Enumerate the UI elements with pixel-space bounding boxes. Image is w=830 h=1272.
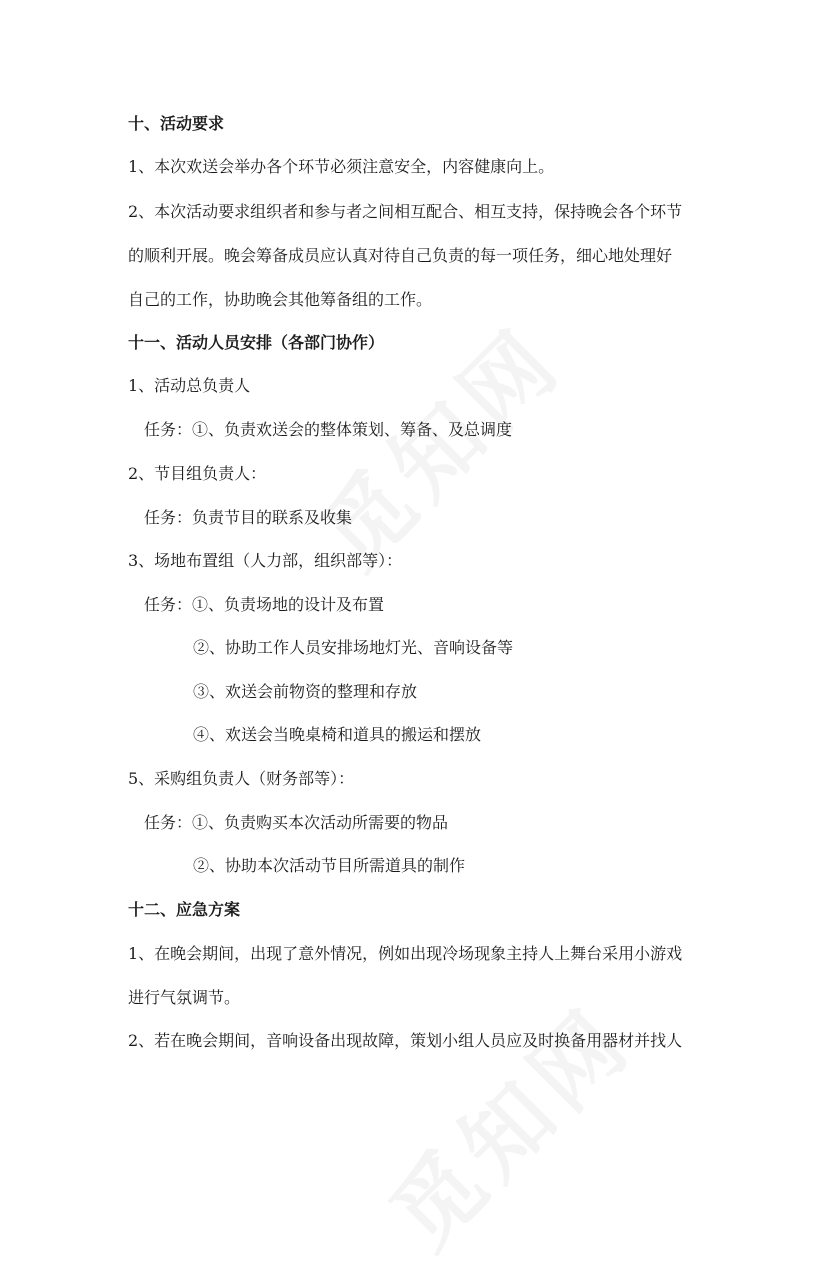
paragraph-line: 的顺利开展。晚会筹备成员应认真对待自己负责的每一项任务，细心地处理好 [128,246,673,265]
section-heading: 十二、应急方案 [128,900,241,919]
section-heading: 十、活动要求 [128,114,225,133]
list-item: 3、场地布置组（人力部，组织部等）： [128,551,403,570]
list-item: 2、节目组负责人： [128,464,267,483]
task-subline: ②、协助工作人员安排场地灯光、音响设备等 [193,638,514,657]
task-subline: ④、欢送会当晚桌椅和道具的搬运和摆放 [193,725,482,744]
task-line: 任务：①、负责欢送会的整体策划、筹备、及总调度 [144,420,513,439]
list-item: 1、活动总负责人 [128,376,251,395]
paragraph-line: 2、若在晚会期间，音响设备出现故障，策划小组人员应及时换备用器材并找人 [128,1031,683,1050]
watermark [359,975,656,1272]
paragraph-line: 1、本次欢送会举办各个环节必须注意安全，内容健康向上。 [128,157,555,176]
task-line: 任务：负责节目的联系及收集 [144,508,353,527]
list-item: 5、采购组负责人（财务部等）： [128,769,355,788]
task-subline: ②、协助本次活动节目所需道具的制作 [193,856,466,875]
task-line: 任务：①、负责场地的设计及布置 [144,595,385,614]
task-line: 任务：①、负责购买本次活动所需要的物品 [144,813,449,832]
paragraph-line: 1、在晚会期间，出现了意外情况，例如出现冷场现象主持人上舞台采用小游戏 [128,944,683,963]
task-subline: ③、欢送会前物资的整理和存放 [193,682,418,701]
section-heading: 十一、活动人员安排（各部门协作） [128,333,385,352]
paragraph-line: 2、本次活动要求组织者和参与者之间相互配合、相互支持，保持晚会各个环节 [128,202,683,221]
paragraph-line: 进行气氛调节。 [128,988,241,1007]
paragraph-line: 自己的工作，协助晚会其他筹备组的工作。 [128,290,433,309]
